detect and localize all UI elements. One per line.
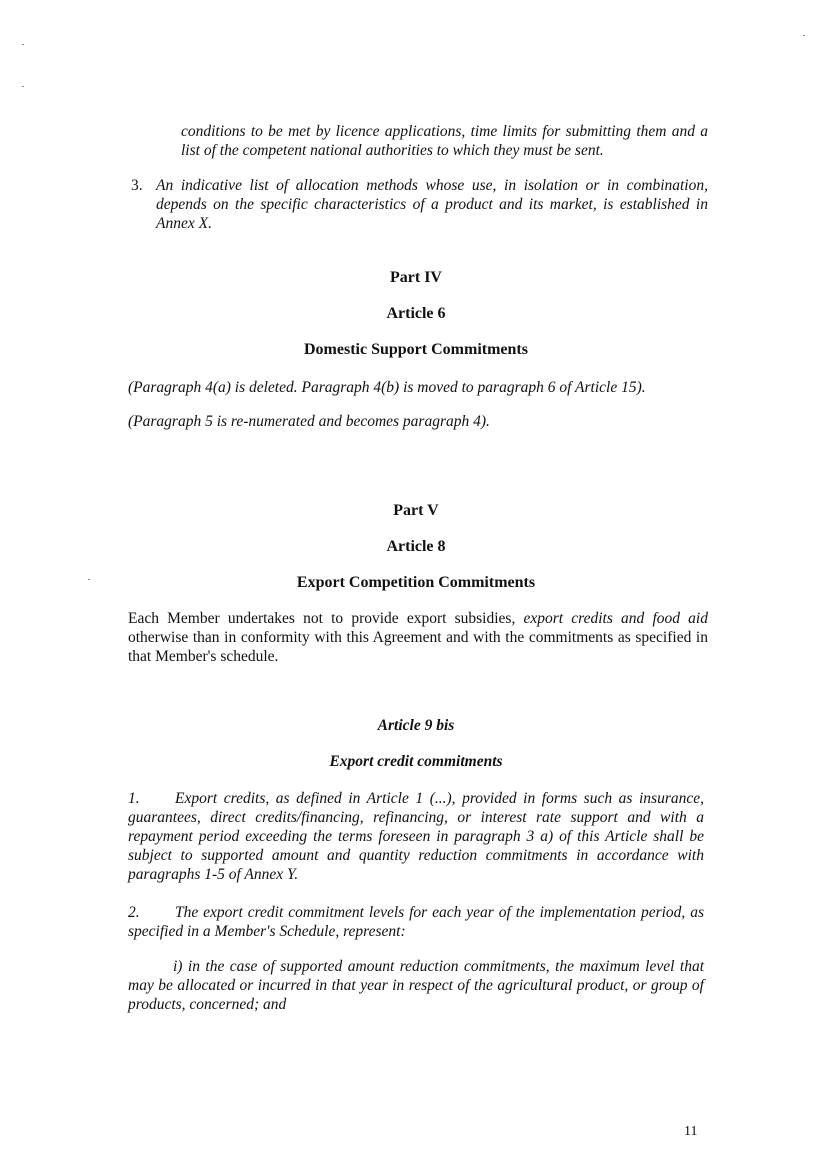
paragraph-number: 2. [128, 904, 140, 921]
body-text-italic: export credits and food aid [523, 610, 708, 627]
editorial-note: (Paragraph 4(a) is deleted. Paragraph 4(b) is moved to paragraph 6 of Article 15). [128, 379, 646, 396]
list-item-text: An indicative list of allocation methods whose use, in isolation or in combination, depends on the specific characteristics of a product and its market, is established in Annex X. [156, 177, 708, 232]
article-heading: Article 9 bis [377, 717, 455, 734]
scan-speck [22, 44, 24, 45]
section-title: Export Competition Commitments [296, 574, 536, 591]
section-title: Domestic Support Commitments [304, 341, 528, 358]
paragraph-number: 1. [128, 790, 140, 807]
article-heading: Article 8 [386, 538, 446, 555]
list-item-number: 3. [131, 177, 143, 194]
scan-speck [803, 35, 805, 36]
part-heading: Part IV [390, 269, 442, 286]
article-8-body [128, 609, 708, 666]
paragraph-1 [128, 789, 704, 884]
body-text: otherwise than in conformity with this Agreement and with the commitments as specified in that Member's schedule. [128, 629, 708, 665]
body-text: Each Member undertakes not to provide export subsidies, [128, 610, 524, 627]
page-number: 11 [684, 1124, 698, 1139]
paragraph-2-item-i: i) in the case of supported amount reduction commitments, the maximum level that may be allocated or incurred in that year in respect of the agricultural product, or group of products, concerned; and [128, 958, 704, 1013]
section-title: Export credit commitments [329, 753, 503, 770]
editorial-note: (Paragraph 5 is re-numerated and becomes paragraph 4). [128, 413, 490, 430]
paragraph-2 [128, 903, 704, 941]
continuation-paragraph: conditions to be met by licence applications, time limits for submitting them and a list of the competent national authorities to which they must be sent. [181, 123, 708, 159]
paragraph-text: Export credits, as defined in Article 1 (...), provided in forms such as insurance, guarantees, direct credits/financing, refinancing, or interest rate support and with a repayment period exceeding the terms foreseen in paragraph 3 a) of this Article shall be subject to supported amount and quantity reduction commitments in accordance with paragraphs 1-5 of Annex Y. [128, 790, 704, 883]
paragraph-text: The export credit commitment levels for each year of the implementation period, as specified in a Member's Schedule, represent: [128, 904, 704, 940]
part-heading: Part V [393, 502, 439, 519]
article-heading: Article 6 [386, 305, 446, 322]
scan-speck [22, 86, 24, 87]
